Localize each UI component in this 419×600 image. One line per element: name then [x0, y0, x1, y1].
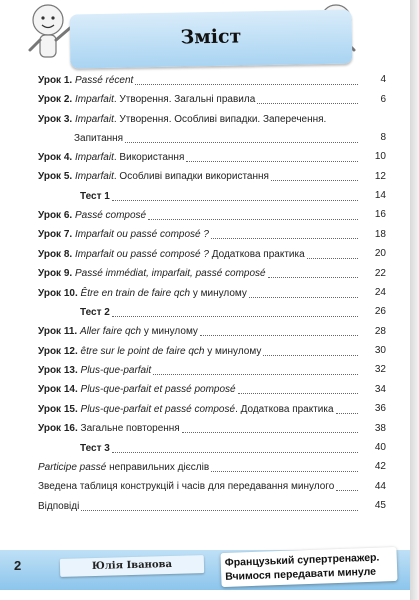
dot-leader — [112, 452, 358, 453]
toc-row — [38, 420, 386, 439]
toc-label-part: Загальне повторення — [80, 423, 180, 435]
toc-label-part: . Утворення. Загальні правила — [113, 94, 256, 106]
toc-label-part: Відповіді — [38, 500, 80, 512]
toc-label-part: Урок 4. — [38, 151, 75, 163]
dot-leader — [257, 103, 358, 104]
toc-label-part: неправильних дієслів — [106, 462, 210, 474]
toc-page-number: 36 — [362, 402, 386, 416]
toc-row — [38, 459, 386, 478]
toc-row — [38, 401, 386, 420]
toc-label-part: . Утворення. Особливі випадки. Заперечення. — [113, 113, 327, 125]
toc-row — [38, 168, 386, 187]
toc-label-part: Тест 1 — [80, 190, 110, 202]
toc-page-number: 14 — [362, 189, 386, 203]
toc-entry-label — [38, 500, 360, 514]
dot-leader — [249, 297, 358, 298]
toc-label-part: Passé récent — [74, 75, 134, 86]
toc-entry-label — [38, 151, 360, 165]
toc-label-part: у минулому — [204, 345, 262, 357]
book-title-box — [220, 547, 397, 587]
toc-page-number: 22 — [362, 267, 386, 281]
toc-entry-label — [38, 287, 360, 301]
toc-entry-label — [38, 267, 360, 281]
toc-entry-label — [80, 306, 360, 320]
toc-label-part: Урок 16. — [38, 423, 81, 435]
toc-row — [38, 91, 386, 110]
toc-test-row — [38, 440, 386, 459]
dot-leader — [336, 413, 358, 414]
dot-leader — [263, 355, 358, 356]
toc-row — [38, 323, 386, 342]
toc-row — [38, 498, 386, 517]
toc-entry-label — [38, 461, 360, 475]
toc-label-part: Plus-que-parfait et passé composé — [80, 403, 236, 415]
toc-entry-label — [38, 228, 360, 242]
dot-leader — [112, 200, 358, 201]
toc-entry-label — [38, 364, 360, 378]
toc-row — [38, 478, 386, 497]
toc-row — [38, 265, 386, 284]
dot-leader — [307, 258, 358, 259]
toc-page-number: 42 — [362, 460, 386, 474]
toc-label-part: Plus-que-parfait et passé pomposé — [80, 384, 236, 396]
toc-page-number: 18 — [362, 228, 386, 242]
dot-leader — [182, 432, 358, 433]
toc-label-part: Imparfait — [74, 171, 114, 183]
page-edge — [410, 0, 419, 600]
toc-label-part: Урок 7. — [38, 229, 75, 241]
toc-label-part: Aller faire qch — [79, 326, 142, 338]
toc-page-number: 44 — [362, 480, 386, 494]
toc-label-part: être sur le point de faire qch — [80, 345, 205, 357]
toc-label-part: у минулому — [190, 287, 247, 299]
page-number: 2 — [14, 558, 22, 573]
toc-label-part: Тест 2 — [80, 306, 110, 318]
toc-label-part: Imparfait — [74, 94, 114, 106]
toc-label-part: Урок 1. — [38, 75, 75, 86]
toc-label-part: Урок 11. — [38, 326, 80, 338]
toc-page-number: 38 — [362, 422, 386, 436]
toc-label-part: Imparfait — [74, 151, 114, 163]
toc-page-number: 32 — [362, 363, 386, 377]
dot-leader — [336, 490, 358, 491]
toc-label-part: Тест 3 — [80, 442, 110, 454]
dot-leader — [135, 84, 358, 85]
toc-label-part: Imparfait ou passé composé ? — [74, 248, 209, 260]
toc-page-number: 45 — [362, 499, 386, 513]
header-banner — [70, 10, 353, 69]
table-of-contents — [38, 72, 386, 517]
dot-leader — [211, 238, 358, 239]
toc-test-row — [38, 188, 386, 207]
toc-page-number: 4 — [362, 73, 386, 87]
toc-label-part: Passé immédiat, imparfait, passé composé — [74, 268, 266, 280]
toc-entry-label — [38, 113, 360, 127]
page-title: Зміст — [180, 25, 242, 49]
toc-entry-label — [38, 170, 360, 184]
toc-page-number: 34 — [362, 383, 386, 397]
toc-row — [38, 246, 386, 265]
toc-test-row — [38, 304, 386, 323]
toc-row — [38, 226, 386, 245]
dot-leader — [81, 510, 358, 511]
toc-page-number: 24 — [362, 286, 386, 300]
book-title-line-2: Вчимося передавати минуле — [225, 565, 377, 583]
toc-row — [38, 207, 386, 226]
toc-label-part: Passé composé — [74, 209, 147, 221]
toc-entry-label — [38, 383, 360, 397]
toc-label-part: Урок 9. — [38, 268, 75, 280]
dot-leader — [112, 316, 358, 317]
toc-label-part: Plus-que-parfait — [80, 365, 152, 377]
toc-row — [38, 362, 386, 381]
toc-row — [38, 343, 386, 362]
toc-label-continuation: Запитання — [38, 132, 125, 146]
toc-row — [38, 111, 386, 149]
toc-page-number: 8 — [362, 131, 386, 145]
toc-page-number: 10 — [362, 150, 386, 164]
toc-label-part: Урок 15. — [38, 403, 81, 415]
toc-entry-label — [80, 442, 360, 456]
toc-page-number: 40 — [362, 441, 386, 455]
dot-leader — [200, 335, 358, 336]
toc-page-number: 16 — [362, 208, 386, 222]
toc-entry-label — [38, 403, 360, 417]
toc-entry-label — [80, 190, 360, 204]
dot-leader — [125, 142, 358, 143]
toc-page-number: 20 — [362, 247, 386, 261]
toc-entry-label — [38, 422, 360, 436]
dot-leader — [211, 471, 358, 472]
toc-label-part: Урок 6. — [38, 209, 75, 221]
toc-label-part: Зведена таблиця конструкцій і часів для передавання минулого — [38, 481, 335, 493]
toc-page-number: 12 — [362, 170, 386, 184]
toc-entry-label — [38, 325, 360, 339]
dot-leader — [186, 161, 358, 162]
dot-leader — [238, 393, 358, 394]
toc-label-part: Урок 13. — [38, 365, 81, 377]
toc-page-number: 26 — [362, 305, 386, 319]
toc-label-part: Imparfait ou passé composé ? — [74, 229, 209, 241]
toc-page-number: 30 — [362, 344, 386, 358]
toc-entry-label — [38, 93, 360, 107]
toc-label-part: Урок 2. — [38, 94, 75, 106]
toc-label-part: Урок 12. — [38, 345, 81, 357]
toc-label-part: Урок 8. — [38, 248, 75, 260]
toc-label-part: Додаткова практика — [208, 248, 305, 260]
toc-label-part: Урок 3. — [38, 113, 75, 125]
toc-page-number: 6 — [362, 93, 386, 107]
toc-label-part: у минулому — [141, 326, 198, 338]
toc-label-part: Imparfait — [74, 113, 114, 125]
toc-label-part: Урок 5. — [38, 171, 75, 183]
toc-row — [38, 72, 386, 91]
book-title-line-1: Французький супертренажер. — [224, 551, 380, 569]
dot-leader — [268, 277, 358, 278]
toc-row — [38, 149, 386, 168]
toc-entry-label — [38, 209, 360, 223]
toc-label-part: . Додаткова практика — [235, 403, 334, 415]
toc-label-part: . Використання — [113, 151, 185, 163]
toc-label-part: Урок 14. — [38, 384, 81, 396]
dot-leader — [148, 219, 358, 220]
dot-leader — [271, 180, 358, 181]
toc-label-part: Урок 10. — [38, 287, 81, 299]
toc-entry-label — [38, 74, 360, 88]
toc-label-part: Participe passé — [38, 462, 107, 474]
toc-entry-label — [38, 480, 360, 494]
toc-row — [38, 381, 386, 400]
toc-entry-label — [38, 345, 360, 359]
toc-page-number: 28 — [362, 325, 386, 339]
toc-row — [38, 285, 386, 304]
toc-label-part: . Особливі випадки використання — [113, 171, 269, 183]
author-name: Юлія Іванова — [60, 555, 204, 577]
toc-entry-label — [38, 248, 360, 262]
toc-label-part: Être en train de faire qch — [80, 287, 191, 299]
dot-leader — [153, 374, 358, 375]
